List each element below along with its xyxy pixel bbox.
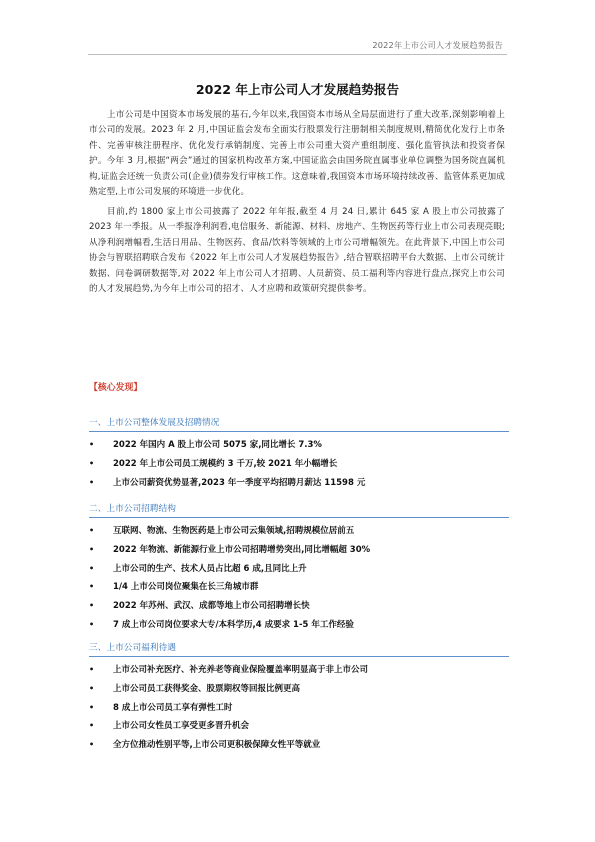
section-title: 三、上市公司福利待遇 (89, 643, 176, 653)
list-item (89, 578, 509, 597)
bullet-icon: • (89, 544, 95, 554)
bullet-icon: • (89, 563, 95, 573)
list-item (89, 699, 509, 718)
intro-paragraph: 上市公司是中国资本市场发展的基石,今年以来,我国资本市场从全局层面进行了重大改革,深刻影响着上市公司的发展。2023 年 2 月,中国证监会发布全面实行股票发行注册制相关制度规则,精简优化发行上市条件、完善审核注册程序、优化发行承销制度、完善上市公司重大资产重组制度、强化监管执法和投资者保护。今年 3 月,根据“两会”通过的国家机构改革方案,中国证监会由国务院直属事业单位调整为国务院直属机构,证监会还统一负责公司(企业)债券发行审核工作。这意味着,我国资本市场环境持续改善、监管体系更加成熟定型,上市公司发展的环境进一步优化。 (89, 110, 505, 198)
section-divider (89, 517, 509, 518)
bullet-icon: • (89, 458, 95, 468)
list-item (89, 541, 509, 560)
list-item-text: 上市公司的生产、技术人员占比超 6 成,且同比上升 (113, 563, 307, 574)
bullet-icon: • (89, 582, 95, 592)
bullet-icon: • (89, 740, 95, 750)
header-divider (88, 54, 507, 55)
bullet-icon: • (89, 477, 95, 487)
intro-text (89, 108, 505, 302)
list-item-text: 上市公司薪资优势显著,2023 年一季度平均招聘月薪达 11598 元 (113, 477, 366, 488)
bullet-icon: • (89, 665, 95, 674)
list-item-text: 2022 年上市公司员工规模约 3 千万,较 2021 年小幅增长 (113, 458, 338, 469)
list-item-text: 互联网、物流、生物医药是上市公司云集领域,招聘规模位居前五 (113, 526, 355, 536)
running-header: 2022年上市公司人才发展趋势报告 (372, 40, 503, 50)
section-divider (89, 431, 509, 432)
list-item (89, 736, 509, 755)
list-item (89, 560, 509, 579)
bullet-list (89, 436, 509, 492)
section-title: 二、上市公司招聘结构 (89, 504, 176, 514)
bullet-list (89, 661, 509, 755)
list-item-text: 2022 年苏州、武汉、成都等地上市公司招聘增长快 (113, 601, 310, 612)
section-divider (89, 656, 509, 657)
list-item (89, 455, 509, 474)
list-item-text: 7 成上市公司岗位要求大专/本科学历,4 成要求 1-5 年工作经验 (113, 619, 354, 630)
findings-section (89, 502, 509, 635)
bullet-list (89, 522, 509, 635)
list-item-text: 全方位推动性别平等,上市公司更积极保障女性平等就业 (113, 740, 321, 751)
list-item (89, 597, 509, 616)
list-item-text: 上市公司补充医疗、补充养老等商业保险覆盖率明显高于非上市公司 (113, 665, 369, 675)
bullet-icon: • (89, 702, 95, 712)
list-item-text: 2022 年国内 A 股上市公司 5075 家,同比增长 7.3% (113, 440, 322, 450)
list-item-text: 上市公司员工获得奖金、股票期权等回报比例更高 (113, 683, 301, 694)
page-title: 2022 年上市公司人才发展趋势报告 (195, 82, 400, 97)
findings-section (89, 416, 509, 492)
bullet-icon: • (89, 526, 95, 535)
bullet-icon: • (89, 601, 95, 611)
core-findings-heading: 【核心发现】 (89, 383, 143, 393)
list-item (89, 680, 509, 699)
intro-paragraph: 目前,约 1800 家上市公司披露了 2022 年年报,截至 4 月 24 日,累计 645 家 A 股上市公司披露了 2023 年一季报。从一季报净利润看,电信服务、新能源、材料、房地产、生物医药等行业上市公司表现亮眼;从净利润增幅看,生活日用品、生物医药、食品/饮料等领域的上市公司增幅领先。在此背景下,中国上市公司协会与智联招聘联合发布《2022 年上市公司人才发展趋势报告》,结合智联招聘平台大数据、上市公司统计数据、问卷调研数据等,对 2022 年上市公司人才招聘、人员薪资、员工福利等内容进行盘点,探究上市公司的人才发展趋势,为今年上市公司的招才、人才应聘和政策研究提供参考。 (89, 207, 506, 295)
list-item-text: 2022 年物流、新能源行业上市公司招聘增势突出,同比增幅超 30% (113, 544, 371, 555)
bullet-icon: • (89, 440, 95, 449)
list-item (89, 436, 509, 455)
list-item (89, 474, 509, 493)
section-title: 一、上市公司整体发展及招聘情况 (89, 418, 220, 428)
bullet-icon: • (89, 619, 95, 629)
bullet-icon: • (89, 721, 95, 731)
findings-section (89, 641, 509, 755)
list-item (89, 717, 509, 736)
list-item (89, 522, 509, 541)
list-item-text: 上市公司女性员工享受更多晋升机会 (113, 721, 250, 732)
list-item-text: 8 成上市公司员工享有弹性工时 (113, 702, 233, 713)
list-item-text: 1/4 上市公司岗位聚集在长三角城市群 (113, 582, 259, 593)
bullet-icon: • (89, 683, 95, 693)
list-item (89, 661, 509, 680)
list-item (89, 616, 509, 635)
